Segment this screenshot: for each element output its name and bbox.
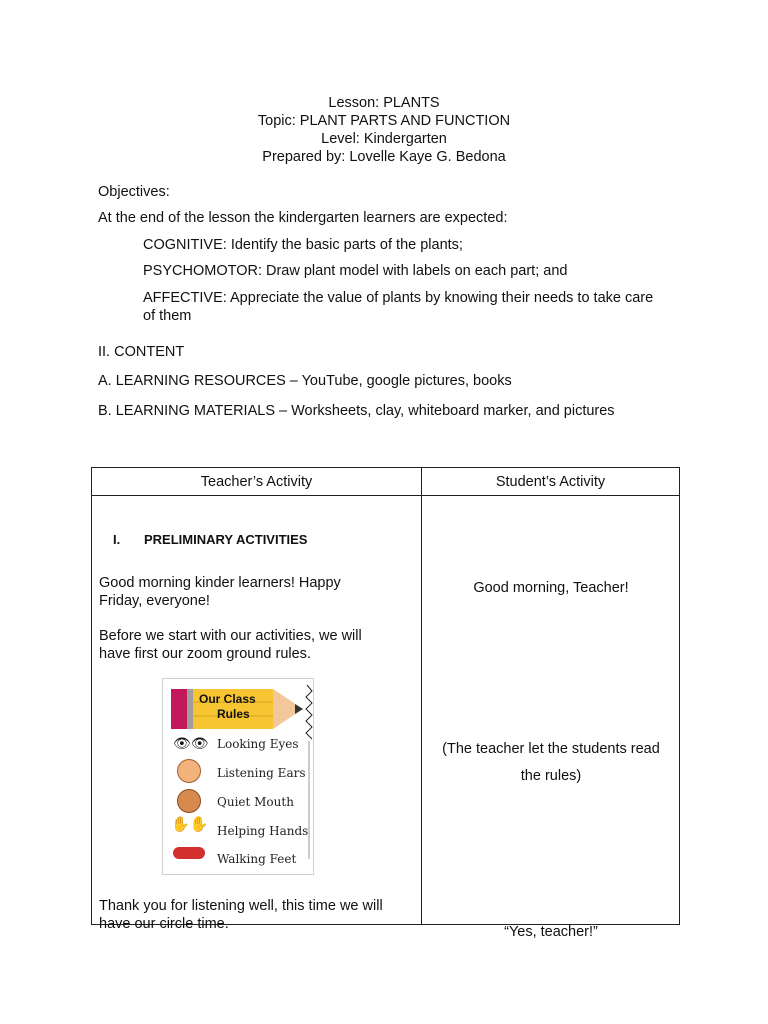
rule-listening-ears: Listening Ears <box>217 766 306 780</box>
teacher-activity-header: Teacher’s Activity <box>92 468 422 496</box>
teacher-activity-cell <box>92 496 422 932</box>
ears-face-icon <box>177 759 201 783</box>
rule-looking-eyes: Looking Eyes <box>217 737 299 751</box>
rule-helping-hands: Helping Hands <box>217 824 309 838</box>
student-activity-cell <box>422 496 680 940</box>
section-title: PRELIMINARY ACTIVITIES <box>144 532 308 547</box>
rules-title-line1: Our Class <box>199 692 256 706</box>
section-number: I. <box>113 532 121 547</box>
student-greeting: Good morning, Teacher! <box>473 580 629 596</box>
teacher-circle-time-line1: Thank you for listening well, this time we will <box>99 898 383 914</box>
walking-feet-icon <box>173 847 205 859</box>
teacher-greeting-line2: Friday, everyone! <box>99 593 210 609</box>
learning-materials: B. LEARNING MATERIALS – Worksheets, clay, whiteboard marker, and pictures <box>98 403 615 419</box>
class-rules-picture <box>162 678 314 875</box>
objective-affective-line2: of them <box>143 308 192 324</box>
teacher-greeting-line1: Good morning kinder learners! Happy <box>99 575 341 591</box>
lesson-title: Lesson: PLANTS <box>328 95 440 111</box>
objective-psychomotor: PSYCHOMOTOR: Draw plant model with labels on each part; and <box>143 263 568 279</box>
content-heading: II. CONTENT <box>98 344 185 360</box>
activity-table <box>91 467 680 940</box>
student-yes-teacher: “Yes, teacher!” <box>504 924 598 940</box>
learning-resources: A. LEARNING RESOURCES – YouTube, google pictures, books <box>98 373 512 389</box>
rule-walking-feet: Walking Feet <box>217 852 297 866</box>
student-rules-line2: the rules) <box>520 768 582 784</box>
objective-cognitive: COGNITIVE: Identify the basic parts of the plants; <box>143 237 463 253</box>
prepared-by: Prepared by: Lovelle Kaye G. Bedona <box>262 149 506 165</box>
objectives-intro: At the end of the lesson the kindergarten learners are expected: <box>98 210 508 226</box>
teacher-rules-intro-line2: have first our zoom ground rules. <box>99 646 311 662</box>
rules-title-line2: Rules <box>217 707 250 721</box>
rule-quiet-mouth: Quiet Mouth <box>217 795 294 809</box>
teacher-rules-intro-line1: Before we start with our activities, we will <box>99 628 362 644</box>
teacher-circle-time-line2: have our circle time. <box>99 916 229 932</box>
objective-affective-line1: AFFECTIVE: Appreciate the value of plants by knowing their needs to take care <box>143 290 654 306</box>
eyes-icon: 👁👁 <box>173 735 209 751</box>
student-rules-line1: (The teacher let the students read <box>442 741 660 757</box>
helping-hands-icon: ✋✋ <box>171 816 209 833</box>
objectives-heading: Objectives: <box>98 184 170 200</box>
quiet-mouth-icon <box>177 789 201 813</box>
student-activity-header: Student’s Activity <box>422 468 680 496</box>
level-text: Level: Kindergarten <box>321 131 447 147</box>
topic-title: Topic: PLANT PARTS AND FUNCTION <box>257 113 511 129</box>
